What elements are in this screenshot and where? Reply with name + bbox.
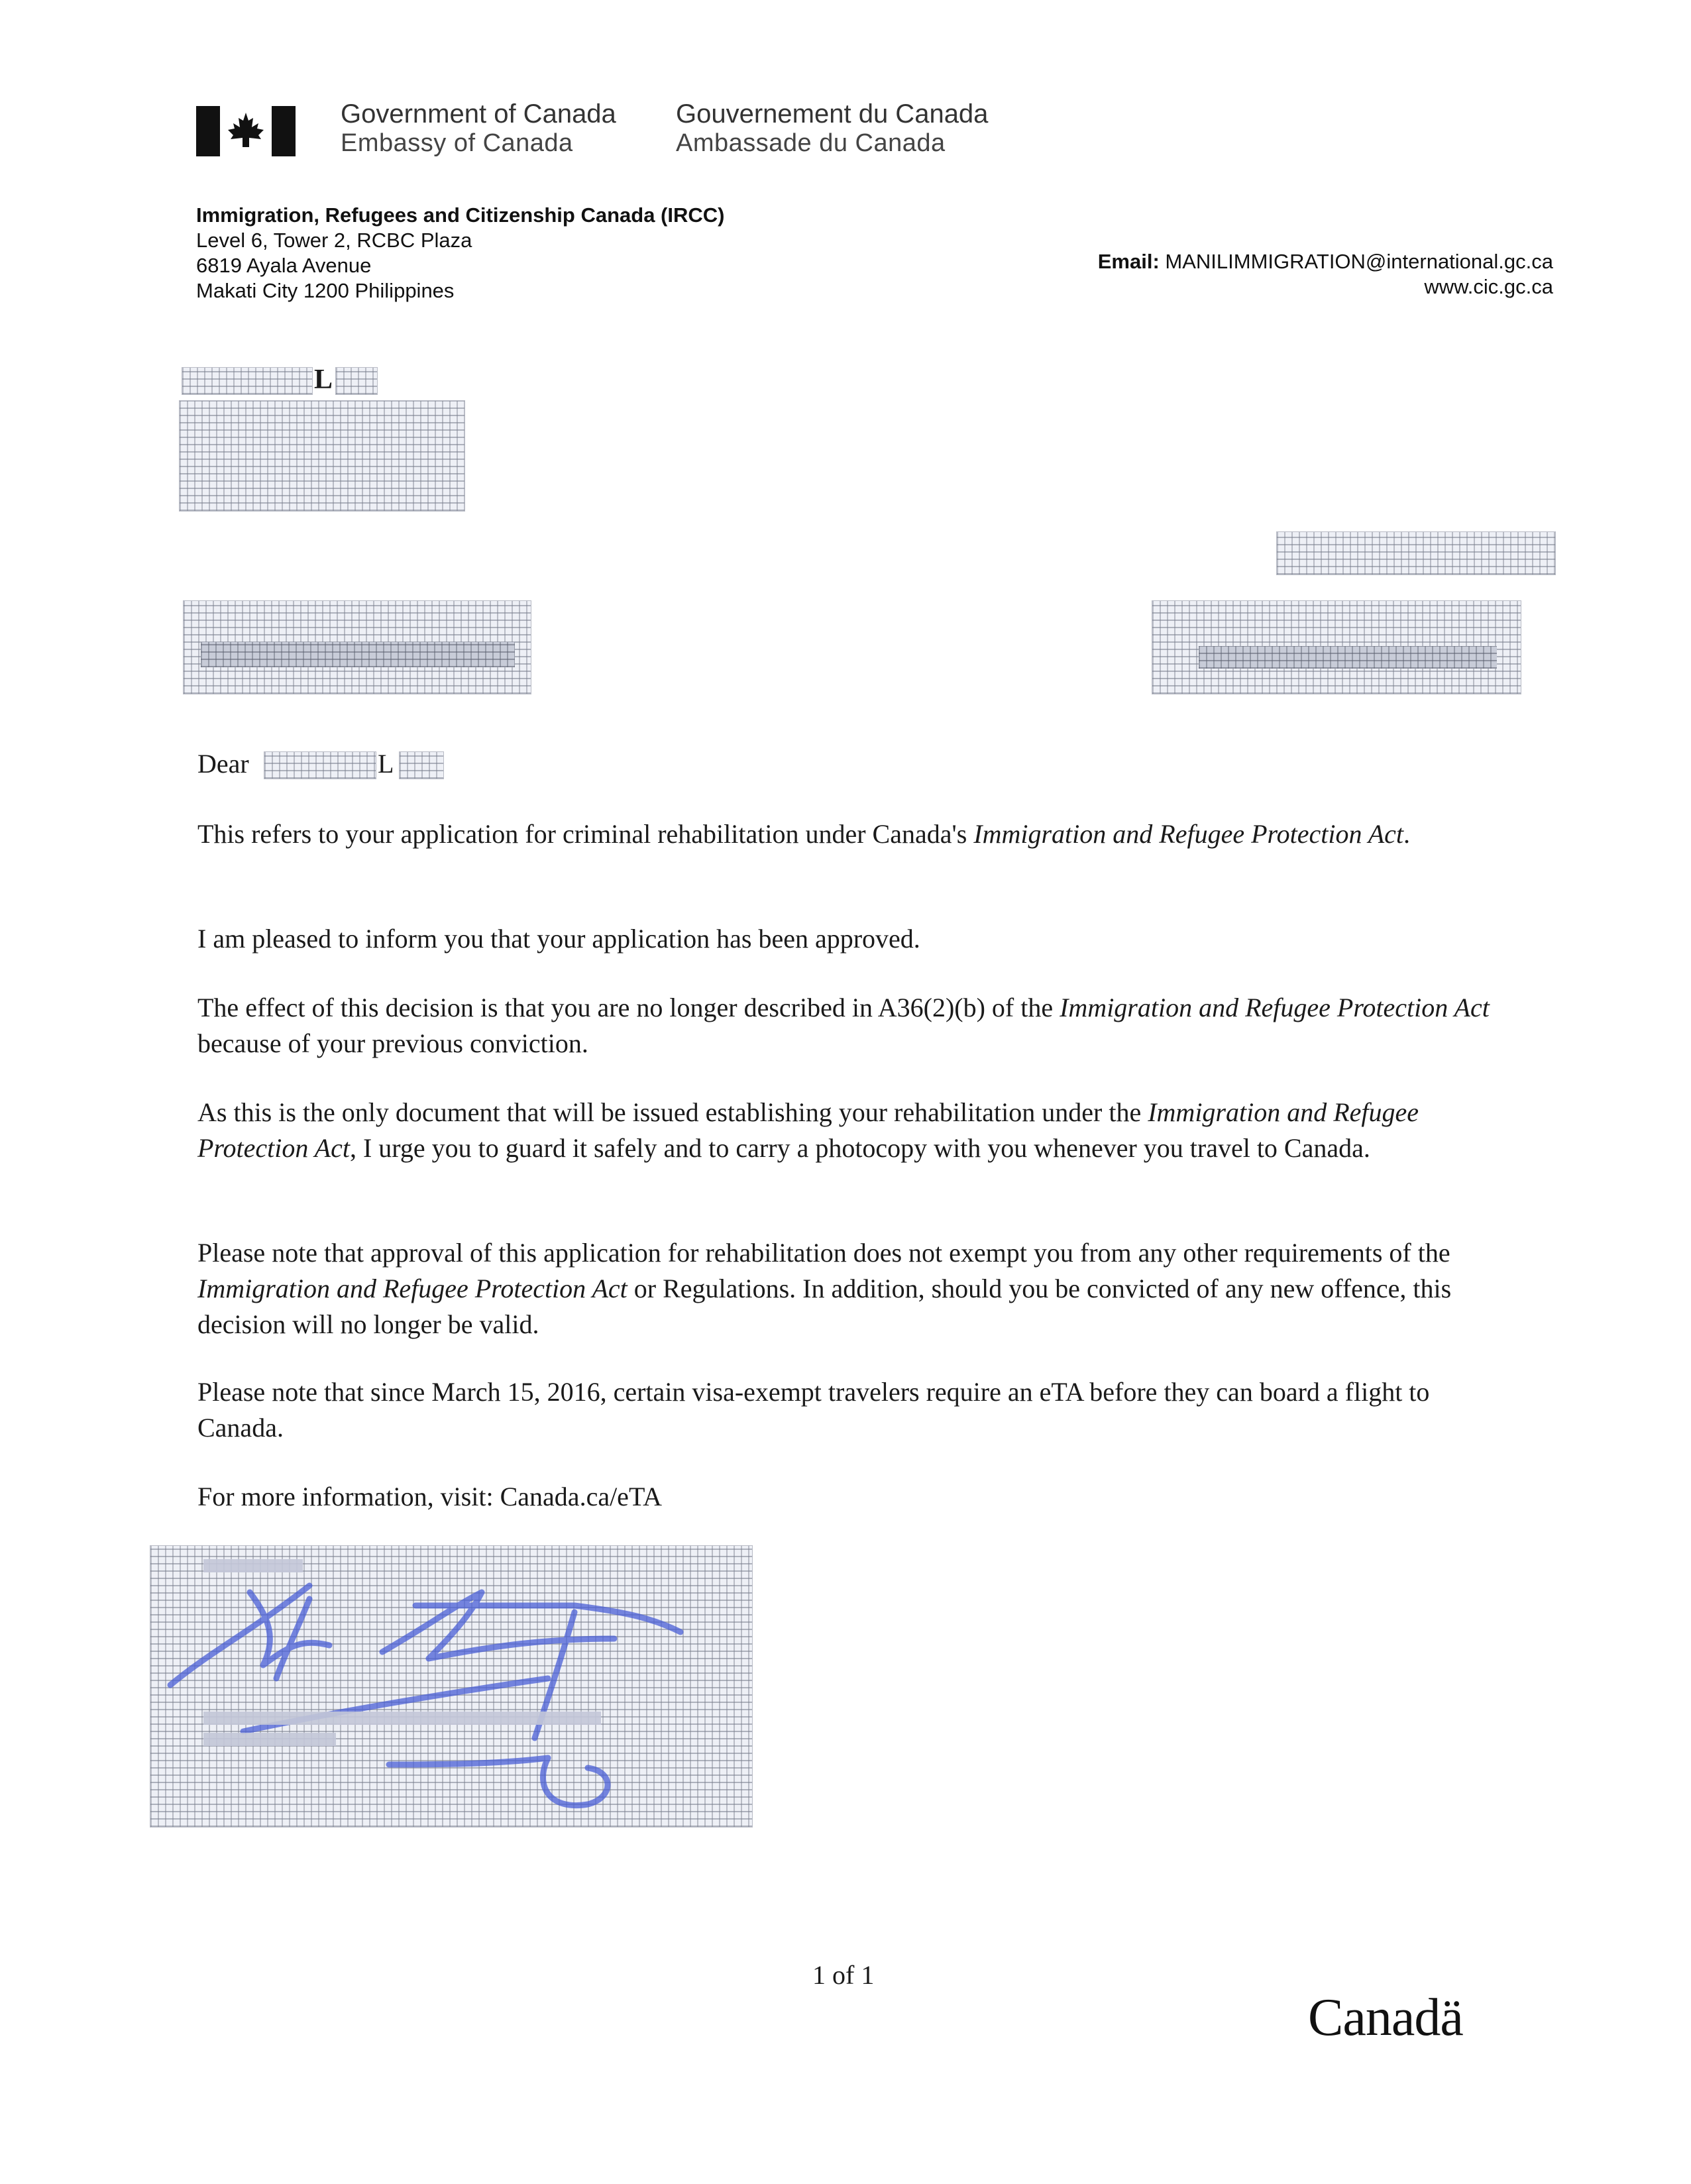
embassy-name-en: Embassy of Canada bbox=[341, 129, 573, 157]
paragraph-7: For more information, visit: Canada.ca/eTA bbox=[197, 1482, 663, 1511]
salutation-initial: L bbox=[378, 749, 394, 779]
department-name: Immigration, Refugees and Citizenship Canada (IRCC) bbox=[196, 203, 725, 227]
redacted-signature-block bbox=[150, 1545, 753, 1828]
paragraph-3: The effect of this decision is that you are no longer described in A36(2)(b) of the Immigration and Refugee Protection Act because of your previous conviction. bbox=[197, 993, 1490, 1058]
signature bbox=[150, 1546, 752, 1827]
gov-header-en bbox=[341, 99, 616, 158]
paragraph-2: I am pleased to inform you that your application has been approved. bbox=[197, 924, 920, 954]
redacted-recipient-address bbox=[179, 400, 465, 512]
address-line-1: Level 6, Tower 2, RCBC Plaza bbox=[196, 229, 472, 252]
salutation-dear: Dear bbox=[197, 749, 249, 779]
gov-header-fr bbox=[676, 99, 988, 158]
paragraph-4: As this is the only document that will be issued establishing your rehabilitation under the Immigration and Refugee Protection Act, I urge you to guard it safely and to carry a photocopy with you whenever you travel to Canada. bbox=[197, 1097, 1419, 1163]
paragraph-6: Please note that since March 15, 2016, certain visa-exempt travelers require an eTA before they can board a flight to Canada. bbox=[197, 1377, 1430, 1443]
redacted-date bbox=[1276, 531, 1556, 575]
redacted-file-number-left bbox=[183, 600, 531, 694]
redacted-file-number-right bbox=[1152, 600, 1521, 694]
redacted-surname bbox=[335, 367, 378, 395]
recipient-name bbox=[182, 364, 394, 395]
email-label: Email: bbox=[1097, 250, 1160, 273]
salutation bbox=[197, 746, 463, 783]
canada-flag-icon bbox=[196, 106, 296, 156]
canada-wordmark-logo: Canadä bbox=[1308, 1989, 1463, 2047]
redacted-salutation-surname bbox=[399, 751, 444, 779]
contact-info bbox=[1098, 249, 1553, 300]
recipient-initial: L bbox=[314, 364, 333, 395]
gov-name-en: Government of Canada bbox=[341, 99, 616, 129]
website-link[interactable]: www.cic.gc.ca bbox=[1424, 275, 1553, 298]
redacted-first-name bbox=[182, 367, 313, 395]
page-number: 1 of 1 bbox=[812, 1960, 875, 1990]
paragraph-1: This refers to your application for criminal rehabilitation under Canada's Immigration and Refugee Protection Act. bbox=[197, 819, 1411, 849]
email-address[interactable]: MANILIMMIGRATION@international.gc.ca bbox=[1165, 250, 1553, 273]
address-line-2: 6819 Ayala Avenue bbox=[196, 254, 372, 277]
paragraph-5: Please note that approval of this application for rehabilitation does not exempt you from any other requirements of the Immigration and Refugee Protection Act or Regulations. In addition, should you be convicted of any new offence, this decision will no longer be valid. bbox=[197, 1238, 1452, 1339]
embassy-name-fr: Ambassade du Canada bbox=[676, 129, 946, 157]
address-line-3: Makati City 1200 Philippines bbox=[196, 279, 455, 302]
sender-address bbox=[196, 203, 724, 303]
gov-name-fr: Gouvernement du Canada bbox=[676, 99, 989, 129]
redacted-salutation-name bbox=[264, 751, 376, 779]
